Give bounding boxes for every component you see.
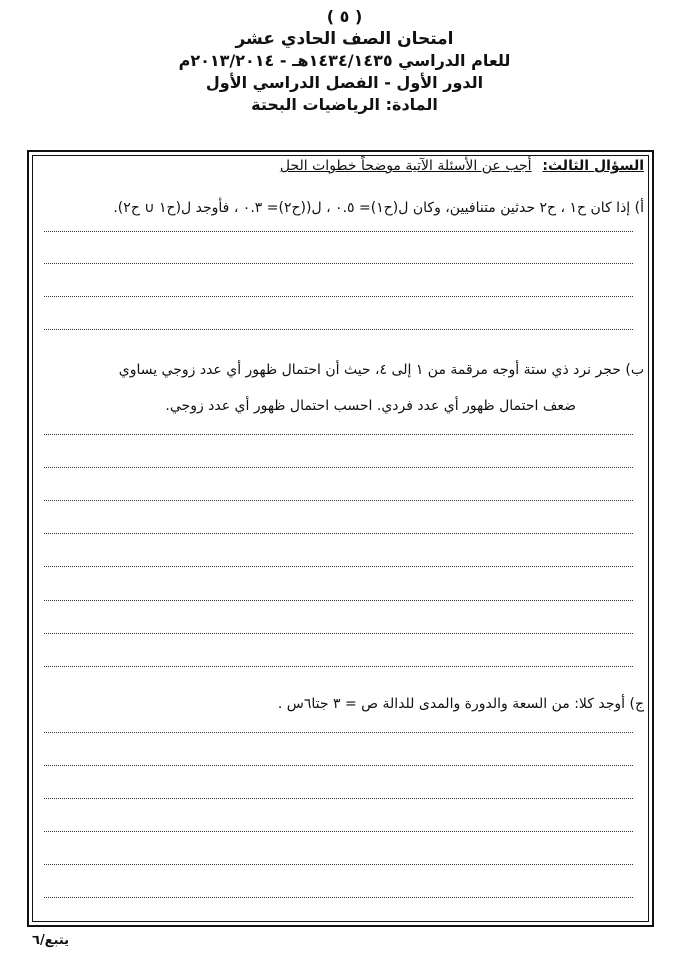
answer-line[interactable] bbox=[44, 831, 633, 832]
answer-line[interactable] bbox=[44, 231, 633, 232]
answer-line[interactable] bbox=[44, 600, 633, 601]
answer-line[interactable] bbox=[44, 897, 633, 898]
exam-subject: المادة: الرياضيات البحتة bbox=[251, 95, 438, 114]
question-part-c: ج) أوجد كلا: من السعة والدورة والمدى للدالة ص = ٣ جتا٦س . bbox=[277, 696, 644, 712]
answer-line[interactable] bbox=[44, 765, 633, 766]
academic-year: للعام الدراسي ١٤٣٤/١٤٣٥هـ - ٢٠١٣/٢٠١٤م bbox=[178, 51, 511, 70]
exam-header bbox=[0, 6, 689, 116]
exam-title: امتحان الصف الحادي عشر bbox=[235, 29, 454, 49]
question-title: السؤال الثالث: bbox=[542, 158, 644, 174]
question-part-b-line1: ب) حجر نرد ذي ستة أوجه مرقمة من ١ إلى ٤، حيث أن احتمال ظهور أي عدد زوجي يساوي bbox=[118, 362, 644, 378]
answer-line[interactable] bbox=[44, 864, 633, 865]
question-instruction: أجب عن الأسئلة الآتية موضحاً خطوات الحل bbox=[279, 158, 532, 174]
answer-line[interactable] bbox=[44, 467, 633, 468]
question-part-a: أ) إذا كان ح١ ، ح٢ حدثين متنافيين، وكان ل(ح١)= ٠.٥ ، ل((ح٢)= ٠.٣ ، فأوجد ل(ح١ ∪ ح٢). bbox=[113, 200, 644, 216]
answer-line[interactable] bbox=[44, 566, 633, 567]
continue-note: يتبع/٦ bbox=[32, 933, 70, 948]
answer-line[interactable] bbox=[44, 633, 633, 634]
answer-line[interactable] bbox=[44, 666, 633, 667]
answer-line[interactable] bbox=[44, 263, 633, 264]
answer-line[interactable] bbox=[44, 533, 633, 534]
answer-line[interactable] bbox=[44, 434, 633, 435]
exam-session: الدور الأول - الفصل الدراسي الأول bbox=[205, 73, 484, 92]
answer-frame-inner bbox=[32, 155, 649, 922]
question-heading bbox=[280, 158, 644, 174]
answer-line[interactable] bbox=[44, 732, 633, 733]
answer-line[interactable] bbox=[44, 329, 633, 330]
answer-frame bbox=[27, 150, 654, 927]
question-part-b-line2: ضعف احتمال ظهور أي عدد فردي. احسب احتمال ظهور أي عدد زوجي. bbox=[165, 398, 576, 414]
page-number: ( ٥ ) bbox=[326, 7, 363, 26]
answer-line[interactable] bbox=[44, 798, 633, 799]
answer-line[interactable] bbox=[44, 296, 633, 297]
answer-line[interactable] bbox=[44, 500, 633, 501]
